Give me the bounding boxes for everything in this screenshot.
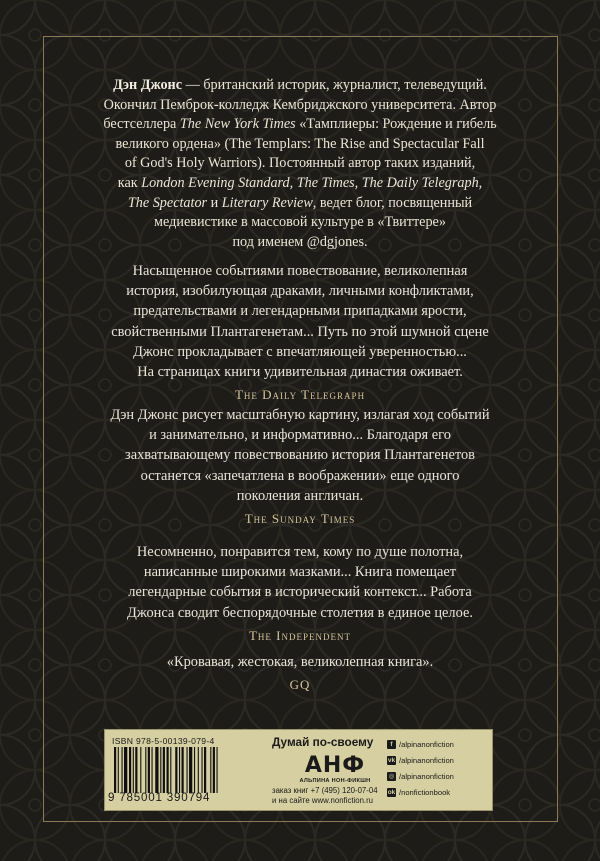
barcode-bar [198, 747, 199, 793]
bio-line: of God's Holy Warriors). Постоянный автор таких изданий, [124, 155, 476, 172]
bio-line: , ведет блог, посвященный [312, 194, 473, 211]
logo-subtitle: АЛЬПИНА НОН-ФИКШН [299, 778, 371, 784]
quote-line: и занимательно, и информативно... Благодаря его [149, 427, 451, 444]
barcode-bar [140, 747, 141, 793]
quote-line: На страницах книги удивительная династия оживает. [137, 364, 463, 381]
barcode-bar [114, 747, 116, 793]
quote-line: легендарные события в исторический контекст... Работа [128, 584, 472, 601]
quote-line: «Кровавая, жестокая, великолепная книга». [166, 654, 434, 670]
quote-line: захватывающему повествованию история Плантагенетов [125, 447, 475, 464]
barcode-bar [202, 747, 203, 793]
barcode-bar [145, 747, 146, 793]
publication-name: Literary Review [221, 194, 313, 211]
bio-line: — британский историк, журналист, телеведущий. [182, 77, 487, 93]
barcode-bar [135, 747, 137, 793]
publication-names: London Evening Standard, The Times, The Daily Telegraph, [141, 174, 483, 191]
social-odnoklassniki[interactable] [387, 786, 491, 798]
publication-name: The Spectator [127, 194, 208, 211]
social-handle: /alpinanonfiction [399, 771, 454, 781]
review-quote-1 [60, 261, 540, 405]
barcode-bar [187, 747, 188, 793]
barcode-bar [155, 747, 158, 793]
facebook-icon: f [387, 740, 396, 749]
barcode-number: 9 785001 390794 [108, 791, 211, 804]
odnoklassniki-icon: ok [387, 788, 396, 796]
barcode-bar [133, 747, 134, 793]
order-website: и на сайте www.nonfiction.ru [272, 796, 374, 805]
barcode-bar [129, 747, 131, 793]
bio-line: великого ордена» (The Templars: The Rise and Spectacular Fall [115, 135, 485, 152]
publisher-logo [295, 755, 375, 784]
barcode-bar [182, 747, 184, 793]
barcode-bar [179, 747, 180, 793]
quote-line: Джонс прокладывает с впечатляющей уверенностью... [133, 343, 467, 360]
barcode-bar [194, 747, 195, 793]
barcode-bar [148, 747, 150, 793]
bio-line: бестселлера [103, 116, 180, 133]
instagram-icon: ◎ [388, 773, 395, 780]
vk-icon: vk [387, 756, 396, 764]
bio-line: как [117, 174, 142, 191]
barcode-bar [124, 747, 127, 793]
order-phone: заказ книг +7 (495) 120-07-04 [272, 786, 378, 795]
barcode-bar [163, 747, 165, 793]
barcode [112, 747, 262, 793]
review-quote-4 [60, 652, 540, 695]
quote-source: The Independent [248, 627, 351, 643]
quote-line: Несомненно, понравится тем, кому по душе полотна, [136, 544, 464, 560]
social-instagram[interactable] [387, 770, 491, 782]
social-facebook[interactable] [387, 738, 491, 750]
barcode-bar [217, 747, 218, 793]
bio-line: и [207, 194, 222, 211]
logo-mark: АНФ [304, 753, 366, 778]
barcode-bar [122, 747, 123, 793]
barcode-bar [213, 747, 215, 793]
social-handle: /nonfictionbook [399, 787, 451, 797]
isbn-label: ISBN 978-5-00139-079-4 [112, 736, 215, 746]
quote-line: свойственными Плантагенетам... Путь по этой шумной сцене [111, 323, 489, 340]
quote-line: останется «запечатлена в воображении» еще одного [140, 467, 460, 484]
review-quote-3 [60, 542, 540, 646]
review-quote-2 [60, 405, 540, 529]
publication-name: The New York Times [179, 116, 296, 133]
bio-line: Окончил Пемброк-колледж Кембриджского университета. Автор [103, 96, 497, 113]
bio-line: под именем @dgjones. [232, 233, 368, 250]
social-handle: /alpinanonfiction [399, 739, 454, 749]
barcode-bar [167, 747, 169, 793]
quote-line: история, изобилующая драками, личными конфликтами, [126, 283, 474, 300]
barcode-bar [175, 747, 177, 793]
social-vk[interactable] [387, 754, 491, 766]
quote-line: написанные широкими мазками... Книга помещает [143, 564, 457, 581]
social-handle: /alpinanonfiction [399, 755, 454, 765]
quote-line: предательствами и легендарными припадками ярости, [133, 303, 467, 320]
publisher-panel [104, 729, 493, 811]
author-name: Дэн Джонс [113, 77, 183, 93]
barcode-bar [204, 747, 206, 793]
barcode-bar [152, 747, 153, 793]
quote-source: GQ [289, 677, 311, 693]
barcode-bar [210, 747, 211, 793]
barcode-bar [189, 747, 192, 793]
barcode-bar [118, 747, 119, 793]
quote-source: The Daily Telegraph [234, 387, 366, 403]
bio-line: «Тамплиеры: Рождение и гибель [295, 116, 497, 133]
quote-line: Джонса сводит беспорядочные столетия в единое целое. [127, 604, 473, 621]
barcode-bar [170, 747, 171, 793]
publisher-slogan: Думай по-своему [272, 735, 374, 749]
author-bio [60, 76, 540, 252]
bio-line: медиевистике в массовой культуре в «Твиттере» [154, 214, 446, 231]
quote-line: Насыщенное событиями повествование, великолепная [132, 263, 468, 279]
barcode-bar [160, 747, 161, 793]
quote-line: поколения англичан. [236, 487, 364, 504]
quote-source: The Sunday Times [244, 511, 356, 527]
quote-line: Дэн Джонс рисует масштабную картину, излагая ход событий [110, 407, 490, 423]
